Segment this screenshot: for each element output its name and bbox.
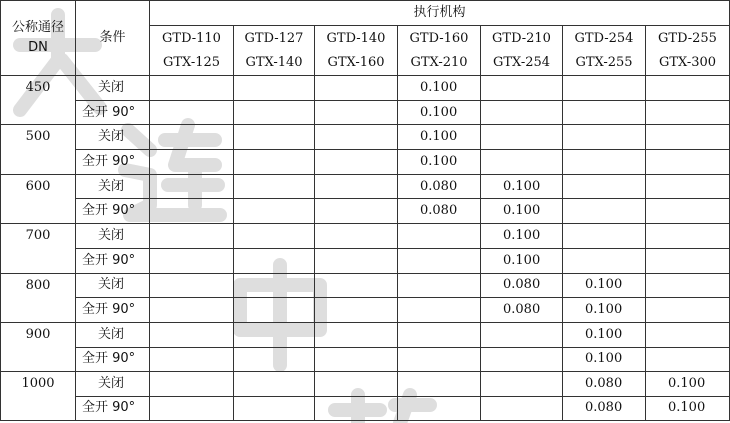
torque-cell [646, 150, 730, 175]
torque-cell [315, 125, 398, 150]
model-gtx: GTX-255 [575, 54, 633, 70]
model-gtx: GTX-210 [410, 54, 468, 70]
dn-value: 500 [1, 125, 76, 174]
dn-value: 900 [1, 322, 76, 371]
torque-cell [481, 125, 563, 150]
model-gtx: GTX-254 [492, 54, 551, 70]
model-gtd: GTD-210 [492, 30, 551, 46]
torque-cell [315, 372, 398, 397]
table-row [1, 199, 730, 224]
torque-cell [398, 347, 481, 372]
torque-cell [398, 322, 481, 347]
torque-cell [315, 322, 398, 347]
torque-cell [234, 76, 315, 101]
torque-cell [234, 372, 315, 397]
model-gtd: GTD-127 [244, 30, 304, 46]
dn-value: 1000 [1, 372, 76, 421]
torque-cell [234, 396, 315, 420]
condition-open-90: 全开 90° [76, 100, 150, 125]
torque-cell [646, 174, 730, 199]
torque-cell: 0.100 [563, 322, 646, 347]
torque-cell [234, 100, 315, 125]
torque-cell [563, 199, 646, 224]
model-gtd: GTD-255 [658, 30, 717, 46]
table-row [1, 273, 730, 298]
torque-cell [646, 298, 730, 323]
torque-cell [646, 100, 730, 125]
condition-open-90: 全开 90° [76, 347, 150, 372]
torque-cell [646, 224, 730, 249]
torque-cell [398, 372, 481, 397]
torque-cell [481, 347, 563, 372]
torque-cell [398, 224, 481, 249]
torque-cell [150, 224, 234, 249]
condition-closed: 关闭 [76, 273, 150, 298]
table-row [1, 248, 730, 273]
table-row [1, 224, 730, 249]
table-row [1, 100, 730, 125]
torque-cell [646, 248, 730, 273]
torque-cell [481, 100, 563, 125]
torque-cell [234, 125, 315, 150]
torque-cell [315, 248, 398, 273]
actuator-header: 执行机构 [150, 1, 730, 26]
torque-cell [150, 273, 234, 298]
dn-header-line1: 公称通径 [11, 20, 64, 35]
torque-cell: 0.100 [481, 174, 563, 199]
torque-cell [646, 273, 730, 298]
model-gtd: GTD-254 [574, 30, 634, 46]
dn-value: 800 [1, 273, 76, 322]
torque-cell [315, 100, 398, 125]
model-header-7 [646, 26, 730, 76]
torque-cell [315, 298, 398, 323]
model-gtx: GTX-140 [245, 54, 303, 70]
torque-cell [150, 100, 234, 125]
condition-closed: 关闭 [76, 372, 150, 397]
torque-cell [234, 322, 315, 347]
table-row [1, 396, 730, 420]
torque-cell [315, 273, 398, 298]
torque-cell: 0.080 [398, 174, 481, 199]
torque-cell: 0.100 [646, 396, 730, 420]
torque-cell [150, 347, 234, 372]
torque-cell: 0.080 [563, 396, 646, 420]
model-gtd: GTD-110 [162, 30, 221, 46]
torque-cell [150, 322, 234, 347]
torque-cell [646, 322, 730, 347]
torque-cell [398, 298, 481, 323]
condition-closed: 关闭 [76, 174, 150, 199]
torque-cell: 0.100 [481, 199, 563, 224]
dn-value: 700 [1, 224, 76, 273]
torque-cell [234, 347, 315, 372]
torque-cell [646, 347, 730, 372]
condition-header: 条件 [76, 1, 150, 76]
torque-cell [563, 248, 646, 273]
condition-open-90: 全开 90° [76, 150, 150, 175]
condition-closed: 关闭 [76, 322, 150, 347]
torque-cell [234, 273, 315, 298]
model-header-1 [150, 26, 234, 76]
condition-closed: 关闭 [76, 125, 150, 150]
torque-cell [234, 150, 315, 175]
condition-open-90: 全开 90° [76, 298, 150, 323]
torque-cell: 0.100 [398, 100, 481, 125]
torque-cell [563, 125, 646, 150]
torque-cell [481, 396, 563, 420]
table-row [1, 76, 730, 101]
torque-cell [234, 174, 315, 199]
dn-value: 450 [1, 76, 76, 125]
torque-cell [150, 248, 234, 273]
torque-cell: 0.100 [398, 150, 481, 175]
condition-closed: 关闭 [76, 224, 150, 249]
torque-cell [315, 76, 398, 101]
torque-cell [150, 199, 234, 224]
torque-cell: 0.080 [563, 372, 646, 397]
torque-cell [481, 76, 563, 101]
model-gtx: GTX-300 [658, 54, 717, 70]
torque-cell: 0.080 [481, 298, 563, 323]
model-header-4 [398, 26, 481, 76]
torque-cell [315, 174, 398, 199]
torque-cell [234, 248, 315, 273]
model-header-5 [481, 26, 563, 76]
torque-cell [481, 372, 563, 397]
torque-cell [646, 199, 730, 224]
torque-cell [150, 298, 234, 323]
torque-cell [563, 150, 646, 175]
torque-cell [646, 76, 730, 101]
condition-closed: 关闭 [76, 76, 150, 101]
torque-cell: 0.100 [563, 347, 646, 372]
table-row [1, 298, 730, 323]
dn-header-line2: DN [28, 40, 48, 55]
torque-cell: 0.100 [398, 76, 481, 101]
torque-cell [563, 174, 646, 199]
condition-open-90: 全开 90° [76, 248, 150, 273]
torque-cell [646, 125, 730, 150]
torque-cell: 0.080 [398, 199, 481, 224]
torque-cell [150, 174, 234, 199]
torque-cell [315, 396, 398, 420]
table-row [1, 150, 730, 175]
torque-cell: 0.100 [563, 298, 646, 323]
condition-open-90: 全开 90° [76, 199, 150, 224]
torque-cell: 0.100 [398, 125, 481, 150]
torque-cell [398, 248, 481, 273]
torque-cell [563, 100, 646, 125]
torque-cell [315, 150, 398, 175]
table-row [1, 125, 730, 150]
torque-cell [481, 150, 563, 175]
dn-header [1, 1, 76, 76]
torque-cell [398, 273, 481, 298]
condition-open-90: 全开 90° [76, 396, 150, 420]
torque-cell [234, 224, 315, 249]
table-row [1, 372, 730, 397]
torque-cell [150, 150, 234, 175]
model-header-2 [234, 26, 315, 76]
torque-cell: 0.100 [481, 224, 563, 249]
model-gtd: GTD-140 [326, 30, 386, 46]
torque-cell [315, 224, 398, 249]
torque-cell [234, 298, 315, 323]
model-gtd: GTD-160 [409, 30, 469, 46]
torque-cell [398, 396, 481, 420]
torque-cell [150, 76, 234, 101]
table-row [1, 347, 730, 372]
torque-cell [315, 347, 398, 372]
torque-cell [315, 199, 398, 224]
torque-cell: 0.100 [481, 248, 563, 273]
model-header-6 [563, 26, 646, 76]
torque-cell [563, 76, 646, 101]
torque-cell [150, 372, 234, 397]
table-row [1, 322, 730, 347]
torque-cell [150, 125, 234, 150]
torque-cell [234, 199, 315, 224]
model-header-3 [315, 26, 398, 76]
torque-cell [150, 396, 234, 420]
torque-cell: 0.100 [646, 372, 730, 397]
torque-cell: 0.080 [481, 273, 563, 298]
torque-cell: 0.100 [563, 273, 646, 298]
table-row [1, 174, 730, 199]
torque-cell [481, 322, 563, 347]
torque-cell [563, 224, 646, 249]
model-gtx: GTX-125 [162, 54, 221, 70]
dn-value: 600 [1, 174, 76, 223]
model-gtx: GTX-160 [327, 54, 385, 70]
